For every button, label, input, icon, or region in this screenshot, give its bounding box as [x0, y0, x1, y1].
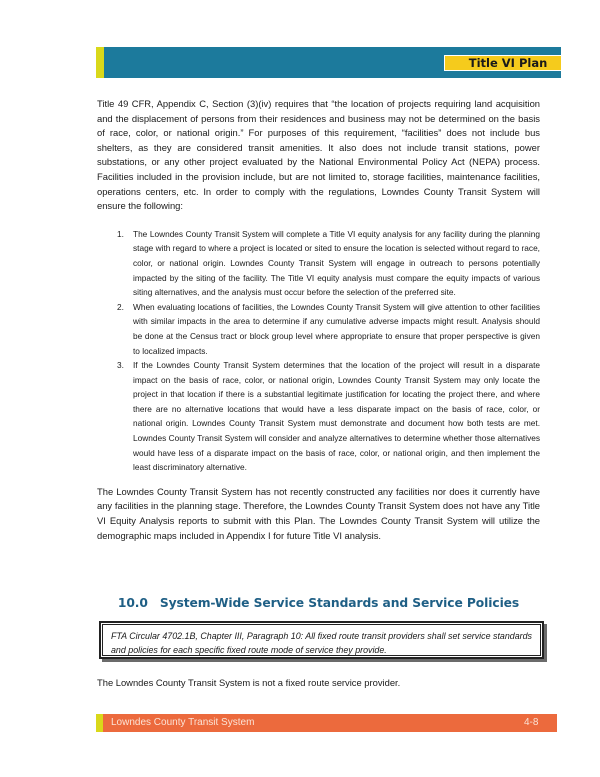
requirement-text: When evaluating locations of facilities, the Lowndes County Transit System will give attention to other facilities with similar impacts in the area to determine if any cumulative adverse impacts might result. Analysis should be done at the Census tract or block group level where appropriate to ensure that proper perspective is given to localized impacts. [133, 301, 540, 356]
main-content [97, 97, 540, 543]
requirement-number: 2. [117, 301, 124, 312]
section-number: 10.0 [117, 596, 148, 610]
requirement-item [117, 300, 540, 358]
requirement-number: 1. [117, 228, 124, 239]
footer-organization: Lowndes County Transit System [111, 717, 255, 728]
section-heading [97, 596, 540, 610]
closing-statement: The Lowndes County Transit System is not a fixed route service provider. [97, 677, 401, 688]
requirement-item [117, 358, 540, 475]
document-title-label: Title VI Plan [444, 55, 561, 71]
regulation-callout-box [99, 621, 544, 659]
regulation-callout-text: FTA Circular 4702.1B, Chapter III, Paragraph 10: All fixed route transit providers shall set service standards and policies for each specific fixed route mode of service they provide. [102, 624, 541, 656]
intro-paragraph: Title 49 CFR, Appendix C, Section (3)(iv) requires that “the location of projects requiring land acquisition and the displacement of persons from their residences and business may not be determined on the basis of race, color, or national origin.” For purposes of this requirement, “facilities” does not include bus shelters, as they are considered transit amenities. It also does not include transit stations, power substations, or any other project evaluated by the National Environmental Policy Act (NEPA) process. Facilities included in the provision include, but are not limited to, storage facilities, maintenance facilities, operations centers, etc. In order to comply with the regulations, Lowndes County Transit System will ensure the following: [97, 98, 540, 212]
header-accent-stripe [96, 47, 104, 78]
requirement-number: 3. [117, 360, 124, 371]
section-title: System-Wide Service Standards and Service Policies [159, 596, 520, 610]
summary-paragraph: The Lowndes County Transit System has not recently constructed any facilities nor does it currently have any facilities in the planning stage. Therefore, the Lowndes County Transit System does not have any Title VI Equity Analysis reports to submit with this Plan. The Lowndes County Transit System will utilize the demographic maps included in Appendix I for future Title VI analysis. [97, 485, 540, 541]
requirement-text: If the Lowndes County Transit System determines that the location of the project will result in a disparate impact on the basis of race, color, or national origin, Lowndes County Transit System may only locate the project in that location if there is a substantial legitimate justification for locating the project there, and where there are no alternative locations that would have a less disparate impact on the basis of race, color, or national origin. Lowndes County Transit System must demonstrate and document how both tests are met. Lowndes County Transit System will consider and analyze alternatives to determine whether those alternatives would have less of a disparate impact on the basis of race, color, or national origin, and then implement the least discriminatory alternative. [133, 360, 540, 473]
requirement-text: The Lowndes County Transit System will complete a Title VI equity analysis for any facility during the planning stage with regard to where a project is located or sited to ensure the location is selected without regard to race, color, or national origin. Lowndes County Transit System will engage in outreach to persons potentially impacted by the siting of the facility. The Title VI equity analysis must compare the equity impacts of various siting alternatives, and the analysis must occur before the selection of the preferred site. [133, 228, 540, 298]
requirement-item [117, 227, 540, 300]
requirements-list [97, 227, 540, 475]
footer-accent-stripe [96, 714, 103, 732]
footer-page-number: 4-8 [524, 717, 539, 728]
